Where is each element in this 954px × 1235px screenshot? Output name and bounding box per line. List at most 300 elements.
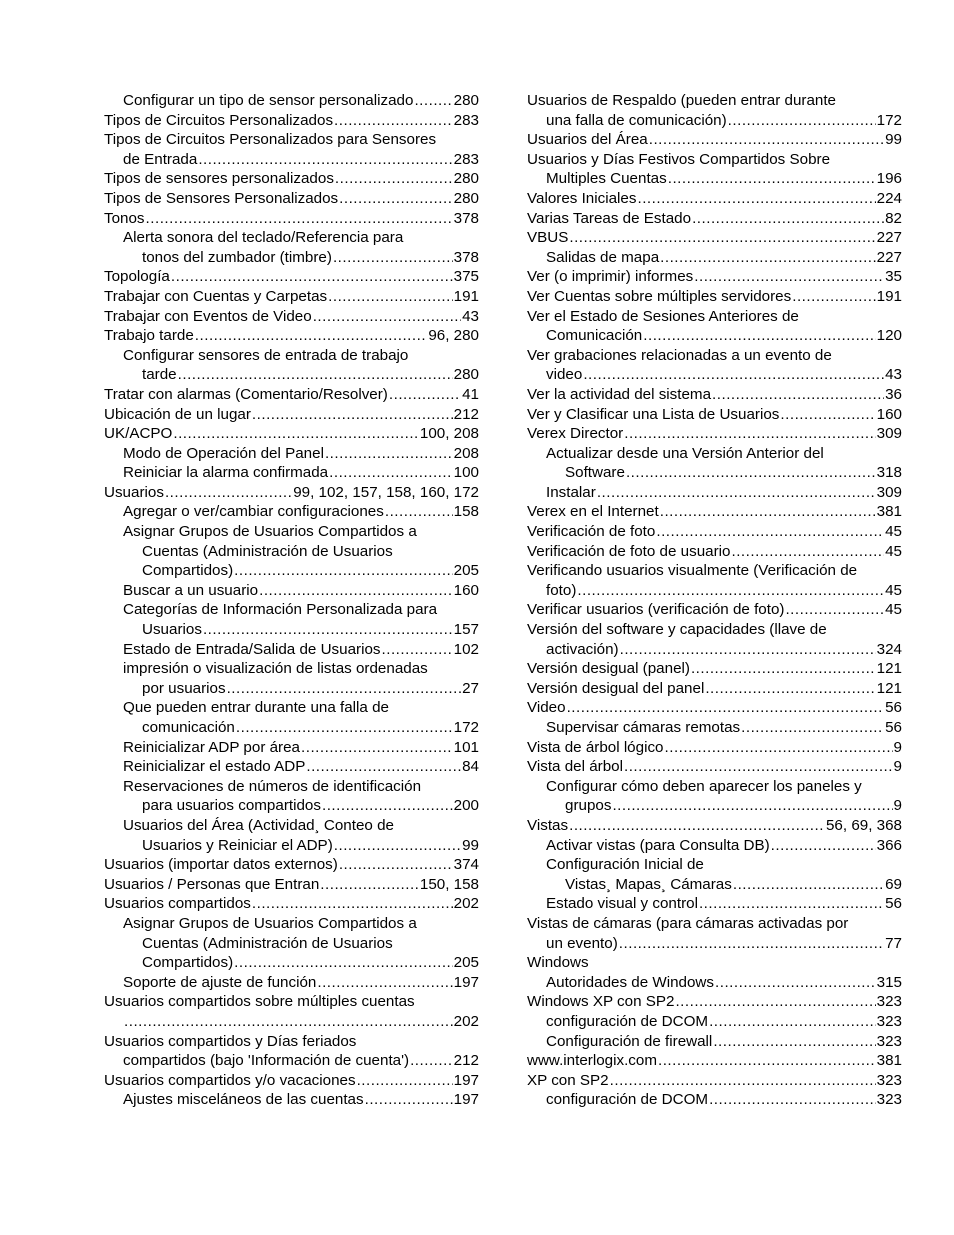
page-reference: 41 bbox=[462, 385, 479, 403]
index-term: de Entrada bbox=[123, 150, 198, 168]
dot-leader bbox=[328, 287, 453, 307]
index-entry bbox=[104, 738, 479, 758]
index-term: Valores Iniciales bbox=[527, 189, 637, 207]
dot-leader bbox=[335, 169, 453, 189]
index-term: Trabajar con Cuentas y Carpetas bbox=[104, 287, 328, 305]
page-reference: 43 bbox=[462, 307, 479, 325]
page-reference: 45 bbox=[885, 542, 902, 560]
page-reference: 197 bbox=[453, 1071, 479, 1089]
index-term: Configuración de firewall bbox=[546, 1032, 713, 1050]
page-reference: 45 bbox=[885, 601, 902, 619]
dot-leader bbox=[414, 91, 452, 111]
page-reference: 82 bbox=[885, 209, 902, 227]
index-term: Categorías de Información Personalizada para bbox=[123, 601, 438, 619]
dot-leader bbox=[656, 522, 884, 542]
page-reference: 224 bbox=[876, 189, 902, 207]
dot-leader bbox=[649, 130, 884, 150]
page-reference: 227 bbox=[876, 229, 902, 247]
index-term: Trabajar con Eventos de Video bbox=[104, 307, 312, 325]
index-term: Que pueden entrar durante una falla de bbox=[123, 699, 389, 717]
index-entry bbox=[527, 228, 902, 248]
index-term: Soporte de ajuste de función bbox=[123, 973, 317, 991]
page-reference: 280 bbox=[453, 366, 479, 384]
dot-leader bbox=[597, 483, 876, 503]
dot-leader bbox=[124, 1012, 453, 1032]
index-entry bbox=[104, 914, 479, 973]
page-reference: 56 bbox=[885, 699, 902, 717]
index-term: Versión del software y capacidades (llave de bbox=[527, 621, 827, 639]
dot-leader bbox=[624, 757, 893, 777]
index-entry bbox=[527, 444, 902, 483]
dot-leader bbox=[567, 698, 885, 718]
index-term: Usuarios (importar datos externos) bbox=[104, 856, 338, 874]
index-entry bbox=[527, 209, 902, 229]
page-reference: 9 bbox=[893, 797, 902, 815]
index-term: Buscar a un usuario bbox=[123, 581, 259, 599]
dot-leader bbox=[583, 365, 884, 385]
index-term: Configurar un tipo de sensor personalizado bbox=[123, 92, 414, 109]
dot-leader bbox=[569, 816, 825, 836]
index-entry bbox=[527, 150, 902, 189]
index-term: Usuarios / Personas que Entran bbox=[104, 875, 320, 893]
page-reference: 200 bbox=[453, 797, 479, 815]
dot-leader bbox=[624, 424, 875, 444]
dot-leader bbox=[329, 463, 453, 483]
page-reference: 318 bbox=[876, 464, 902, 482]
page-reference: 197 bbox=[453, 1091, 479, 1109]
index-term: VBUS bbox=[527, 229, 569, 247]
page-reference: 280 bbox=[453, 170, 479, 188]
index-entry bbox=[104, 600, 479, 639]
dot-leader bbox=[171, 267, 453, 287]
dot-leader bbox=[709, 1012, 876, 1032]
index-entry bbox=[104, 816, 479, 855]
index-entry bbox=[527, 307, 902, 346]
page-reference: 205 bbox=[453, 954, 479, 972]
index-entry bbox=[527, 130, 902, 150]
index-term: video bbox=[546, 366, 583, 384]
page-reference: 100, 208 bbox=[419, 425, 479, 443]
index-entry bbox=[527, 346, 902, 385]
index-entry bbox=[104, 169, 479, 189]
index-entry bbox=[104, 287, 479, 307]
index-term: Ver Cuentas sobre múltiples servidores bbox=[527, 287, 792, 305]
dot-leader bbox=[675, 992, 875, 1012]
index-term: Varias Tareas de Estado bbox=[527, 209, 692, 227]
dot-leader bbox=[306, 757, 461, 777]
index-entry bbox=[104, 444, 479, 464]
index-term: Verificación de foto bbox=[527, 523, 656, 541]
page-reference: 283 bbox=[453, 111, 479, 129]
index-term: Verificar usuarios (verificación de foto) bbox=[527, 601, 785, 619]
index-entry bbox=[104, 757, 479, 777]
dot-leader bbox=[195, 326, 428, 346]
page-reference: 84 bbox=[462, 758, 479, 776]
index-entry bbox=[104, 326, 479, 346]
dot-leader bbox=[382, 640, 453, 660]
index-term: Ver (o imprimir) informes bbox=[527, 268, 694, 286]
page-reference: 77 bbox=[885, 934, 902, 952]
page-reference: 120 bbox=[876, 327, 902, 345]
page-reference: 35 bbox=[885, 268, 902, 286]
page-reference: 323 bbox=[876, 1071, 902, 1089]
index-term: Asignar Grupos de Usuarios Compartidos a bbox=[123, 914, 417, 932]
page-reference: 191 bbox=[876, 287, 902, 305]
page-reference: 309 bbox=[876, 425, 902, 443]
dot-leader bbox=[227, 679, 462, 699]
index-term: Reinicializar ADP por área bbox=[123, 738, 300, 756]
page-reference: 374 bbox=[453, 856, 479, 874]
index-entry bbox=[527, 1012, 902, 1032]
index-entry bbox=[104, 463, 479, 483]
page-reference: 160 bbox=[876, 405, 902, 423]
index-entry bbox=[527, 267, 902, 287]
index-term: Ver la actividad del sistema bbox=[527, 385, 712, 403]
index-term: Verificando usuarios visualmente (Verificación de bbox=[527, 562, 858, 580]
index-entry bbox=[527, 561, 902, 600]
dot-leader bbox=[715, 973, 876, 993]
index-entry bbox=[104, 130, 479, 169]
dot-leader bbox=[320, 875, 419, 895]
index-term: configuración de DCOM bbox=[546, 1012, 709, 1030]
dot-leader bbox=[252, 405, 453, 425]
index-entry bbox=[527, 855, 902, 894]
dot-leader bbox=[577, 581, 884, 601]
index-entry bbox=[527, 718, 902, 738]
page-reference: 121 bbox=[876, 660, 902, 678]
index-term: por usuarios bbox=[142, 679, 226, 697]
index-entry bbox=[527, 953, 902, 973]
index-entry bbox=[104, 1071, 479, 1091]
dot-leader bbox=[317, 973, 452, 993]
index-entry bbox=[104, 855, 479, 875]
dot-leader bbox=[792, 287, 875, 307]
index-entry bbox=[104, 228, 479, 267]
index-entry bbox=[104, 483, 479, 503]
index-entry bbox=[527, 483, 902, 503]
dot-leader bbox=[569, 228, 875, 248]
page-reference: 378 bbox=[453, 209, 479, 227]
dot-leader bbox=[694, 267, 884, 287]
index-entry bbox=[104, 209, 479, 229]
index-term: Estado visual y control bbox=[546, 895, 698, 913]
dot-leader bbox=[660, 502, 876, 522]
page-reference: 323 bbox=[876, 1091, 902, 1109]
index-entry bbox=[104, 522, 479, 581]
index-term: Agregar o ver/cambiar configuraciones bbox=[123, 503, 384, 521]
dot-leader bbox=[610, 1071, 876, 1091]
page-reference: 323 bbox=[876, 1012, 902, 1030]
index-term: Usuarios y Reiniciar el ADP) bbox=[142, 836, 333, 854]
page-reference: 158 bbox=[453, 503, 479, 521]
index-entry bbox=[104, 659, 479, 698]
page-reference: 381 bbox=[876, 503, 902, 521]
index-term: Versión desigual (panel) bbox=[527, 660, 690, 678]
index-entry bbox=[104, 1090, 479, 1110]
dot-leader bbox=[626, 463, 876, 483]
dot-leader bbox=[178, 365, 453, 385]
dot-leader bbox=[733, 875, 884, 895]
page-reference: 56 bbox=[885, 895, 902, 913]
page-reference: 99 bbox=[885, 131, 902, 149]
page-reference: 212 bbox=[453, 1052, 479, 1070]
index-term: Activar vistas (para Consulta DB) bbox=[546, 836, 770, 854]
dot-leader bbox=[692, 209, 884, 229]
index-term: Tipos de sensores personalizados bbox=[104, 170, 334, 188]
index-entry bbox=[104, 973, 479, 993]
page-reference: 102 bbox=[453, 640, 479, 658]
dot-leader bbox=[705, 679, 875, 699]
index-entry bbox=[104, 405, 479, 425]
page-reference: 160 bbox=[453, 581, 479, 599]
index-entry bbox=[527, 679, 902, 699]
dot-leader bbox=[389, 385, 461, 405]
index-term: Alerta sonora del teclado/Referencia para bbox=[123, 229, 404, 247]
index-term: Software bbox=[565, 464, 625, 482]
index-term: tonos del zumbador (timbre) bbox=[142, 248, 332, 266]
index-term: Ver el Estado de Sesiones Anteriores de bbox=[527, 307, 799, 325]
dot-leader bbox=[731, 542, 884, 562]
page-reference: 56, 69, 368 bbox=[825, 816, 902, 834]
dot-leader bbox=[619, 934, 884, 954]
index-term: Topología bbox=[104, 268, 170, 286]
index-entry bbox=[527, 248, 902, 268]
page-reference: 45 bbox=[885, 523, 902, 541]
index-term: Vistas bbox=[527, 816, 569, 834]
page-reference: 375 bbox=[453, 268, 479, 286]
index-entry bbox=[104, 894, 479, 914]
index-entry bbox=[527, 1032, 902, 1052]
index-term: Windows XP con SP2 bbox=[527, 993, 675, 1011]
dot-leader bbox=[365, 1090, 453, 1110]
dot-leader bbox=[165, 483, 292, 503]
index-entry bbox=[527, 91, 902, 130]
page-reference: 202 bbox=[453, 1012, 479, 1030]
dot-leader bbox=[785, 600, 884, 620]
index-entry bbox=[104, 698, 479, 737]
index-entry bbox=[527, 385, 902, 405]
page-reference: 172 bbox=[876, 111, 902, 129]
index-term: tarde bbox=[142, 366, 177, 384]
page-reference: 56 bbox=[885, 719, 902, 736]
index-term: Multiples Cuentas bbox=[546, 170, 667, 188]
index-term: Supervisar cámaras remotas bbox=[546, 719, 741, 736]
dot-leader bbox=[173, 424, 419, 444]
dot-leader bbox=[339, 855, 453, 875]
index-entry bbox=[104, 267, 479, 287]
dot-leader bbox=[236, 718, 453, 738]
dot-leader bbox=[234, 561, 453, 581]
index-entry bbox=[104, 307, 479, 327]
dot-leader bbox=[658, 1051, 876, 1071]
index-entry bbox=[527, 405, 902, 425]
page-reference: 202 bbox=[453, 895, 479, 913]
index-term: una falla de comunicación) bbox=[546, 111, 727, 129]
index-term: Usuarios del Área (Actividad¸ Conteo de bbox=[123, 816, 394, 834]
index-term: compartidos (bajo 'Información de cuenta') bbox=[123, 1052, 410, 1070]
index-term: Vista del árbol bbox=[527, 758, 623, 776]
dot-leader bbox=[203, 620, 453, 640]
page-reference: 43 bbox=[885, 366, 902, 384]
dot-leader bbox=[198, 150, 452, 170]
index-entry bbox=[104, 502, 479, 522]
page-reference: 323 bbox=[876, 1032, 902, 1050]
index-term: Compartidos) bbox=[142, 954, 234, 972]
dot-leader bbox=[741, 718, 884, 738]
page-reference: 150, 158 bbox=[419, 875, 479, 893]
index-entry bbox=[104, 992, 479, 1031]
dot-leader bbox=[668, 169, 876, 189]
index-entry bbox=[527, 659, 902, 679]
index-entry bbox=[527, 600, 902, 620]
index-entry bbox=[104, 385, 479, 405]
dot-leader bbox=[780, 405, 875, 425]
index-term: Configurar sensores de entrada de trabajo bbox=[123, 346, 409, 364]
index-term: Usuarios de Respaldo (pueden entrar durante bbox=[527, 92, 837, 109]
dot-leader bbox=[620, 640, 876, 660]
index-term: Actualizar desde una Versión Anterior del bbox=[546, 444, 824, 462]
index-column-right bbox=[527, 91, 902, 1110]
dot-leader bbox=[699, 894, 884, 914]
index-term: Usuarios compartidos y/o vacaciones bbox=[104, 1071, 356, 1089]
dot-leader bbox=[660, 248, 876, 268]
index-term: Vistas de cámaras (para cámaras activadas por bbox=[527, 914, 849, 932]
index-term: www.interlogix.com bbox=[527, 1052, 657, 1070]
dot-leader bbox=[313, 307, 461, 327]
index-term: Configurar cómo deben aparecer los paneles y bbox=[546, 777, 862, 795]
index-term: Verex en el Internet bbox=[527, 503, 659, 521]
page-reference: 196 bbox=[876, 170, 902, 188]
dot-leader bbox=[612, 796, 892, 816]
dot-leader bbox=[709, 1090, 876, 1110]
index-term: Reinicializar el estado ADP bbox=[123, 758, 306, 776]
index-term: Video bbox=[527, 699, 566, 717]
index-term: comunicación bbox=[142, 719, 235, 736]
index-entry bbox=[527, 914, 902, 953]
index-term: Usuarios y Días Festivos Compartidos Sobre bbox=[527, 150, 831, 168]
index-entry bbox=[104, 581, 479, 601]
index-term: Usuarios bbox=[142, 621, 202, 639]
dot-leader bbox=[385, 502, 453, 522]
index-term: Tipos de Sensores Personalizados bbox=[104, 189, 339, 207]
dot-leader bbox=[713, 1032, 875, 1052]
index-term: Reiniciar la alarma confirmada bbox=[123, 464, 329, 482]
index-term: impresión o visualización de listas ordenadas bbox=[123, 660, 428, 678]
page-reference: 99, 102, 157, 158, 160, 172 bbox=[293, 483, 479, 501]
page-reference: 191 bbox=[453, 287, 479, 305]
index-term: Verex Director bbox=[527, 425, 624, 443]
index-entry bbox=[527, 502, 902, 522]
index-entry bbox=[527, 698, 902, 718]
index-term: Cuentas (Administración de Usuarios bbox=[142, 934, 393, 952]
index-term: Modo de Operación del Panel bbox=[123, 444, 324, 462]
index-term: Verificación de foto de usuario bbox=[527, 542, 731, 560]
index-term: Usuarios compartidos sobre múltiples cuentas bbox=[104, 993, 415, 1011]
page-reference: 36 bbox=[885, 385, 902, 403]
index-term: Tratar con alarmas (Comentario/Resolver) bbox=[104, 385, 388, 403]
index-term: Comunicación bbox=[546, 327, 643, 345]
index-entry bbox=[527, 836, 902, 856]
index-term: Versión desigual del panel bbox=[527, 679, 705, 697]
page-reference: 101 bbox=[453, 738, 479, 756]
index-term: Ajustes misceláneos de las cuentas bbox=[123, 1091, 364, 1109]
page-reference: 121 bbox=[876, 679, 902, 697]
index-term: configuración de DCOM bbox=[546, 1091, 709, 1109]
index-term: Tipos de Circuitos Personalizados para Sensores bbox=[104, 131, 437, 149]
index-entry bbox=[527, 777, 902, 816]
dot-leader bbox=[665, 738, 893, 758]
index-term: Ubicación de un lugar bbox=[104, 405, 251, 423]
index-entry bbox=[104, 346, 479, 385]
dot-leader bbox=[339, 189, 453, 209]
dot-leader bbox=[643, 326, 875, 346]
index-term: Ver grabaciones relacionadas a un evento de bbox=[527, 346, 832, 364]
index-term: Instalar bbox=[546, 483, 596, 501]
page-reference: 9 bbox=[893, 738, 902, 756]
index-term: Tonos bbox=[104, 209, 145, 227]
index-term: Compartidos) bbox=[142, 562, 234, 580]
page-reference: 309 bbox=[876, 483, 902, 501]
index-entry bbox=[527, 1071, 902, 1091]
dot-leader bbox=[712, 385, 884, 405]
dot-leader bbox=[637, 189, 875, 209]
page-reference: 157 bbox=[453, 621, 479, 639]
index-term: XP con SP2 bbox=[527, 1071, 609, 1089]
page-reference: 172 bbox=[453, 719, 479, 736]
index-term: para usuarios compartidos bbox=[142, 797, 321, 815]
dot-leader bbox=[146, 209, 453, 229]
index-term: un evento) bbox=[546, 934, 618, 952]
dot-leader bbox=[410, 1051, 453, 1071]
page-reference: 315 bbox=[876, 973, 902, 991]
dot-leader bbox=[357, 1071, 453, 1091]
dot-leader bbox=[771, 836, 876, 856]
dot-leader bbox=[691, 659, 876, 679]
index-entry bbox=[527, 816, 902, 836]
page-reference: 324 bbox=[876, 640, 902, 658]
index-term: Usuarios bbox=[104, 483, 164, 501]
page-reference: 205 bbox=[453, 562, 479, 580]
page-reference: 99 bbox=[462, 836, 479, 854]
index-column-left bbox=[104, 91, 479, 1110]
index-entry bbox=[527, 424, 902, 444]
index-entry bbox=[527, 522, 902, 542]
index-entry bbox=[527, 973, 902, 993]
index-entry bbox=[527, 757, 902, 777]
page-reference: 378 bbox=[453, 248, 479, 266]
dot-leader bbox=[334, 111, 453, 131]
index-term: Usuarios compartidos bbox=[104, 895, 251, 913]
dot-leader bbox=[333, 248, 453, 268]
dot-leader bbox=[259, 581, 453, 601]
index-term: activación) bbox=[546, 640, 619, 658]
index-entry bbox=[104, 777, 479, 816]
dot-leader bbox=[334, 836, 461, 856]
index-entry bbox=[527, 992, 902, 1012]
index-entry bbox=[527, 738, 902, 758]
page-reference: 323 bbox=[876, 993, 902, 1011]
page-reference: 208 bbox=[453, 444, 479, 462]
page-reference: 280 bbox=[453, 189, 479, 207]
page-reference: 381 bbox=[876, 1052, 902, 1070]
page-reference: 27 bbox=[462, 679, 479, 697]
index-entry bbox=[104, 640, 479, 660]
index-entry bbox=[104, 1032, 479, 1071]
index-term: Configuración Inicial de bbox=[546, 856, 704, 874]
index-term: Windows bbox=[527, 954, 589, 972]
dot-leader bbox=[325, 444, 453, 464]
index-term: Usuarios del Área bbox=[527, 131, 648, 149]
